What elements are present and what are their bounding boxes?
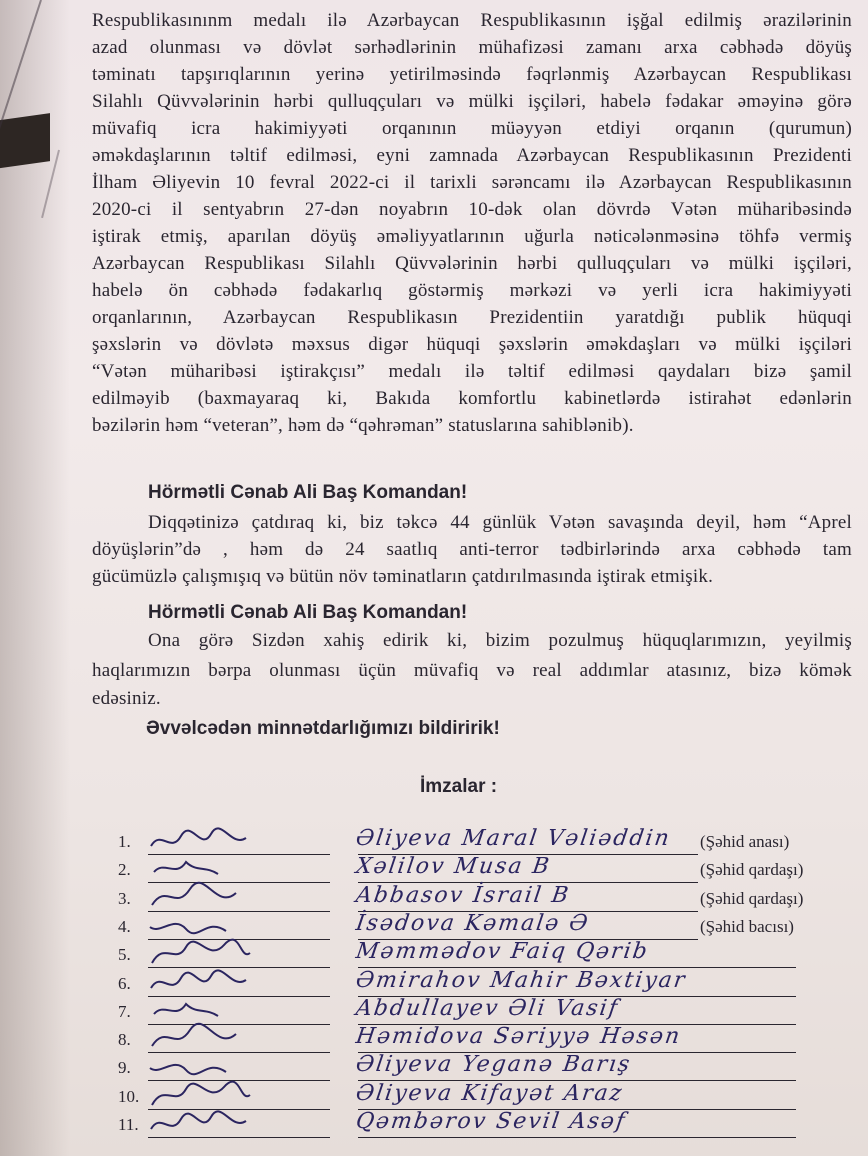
text-line: gücümüzlə çalışmışıq və bütün növ təminatların çatdırılmasında iştirak etmişik. [92, 566, 714, 587]
text-line: Diqqətinizə çatdıraq ki, biz təkcə 44 günlük Vətən savaşında deyil, həm “Aprel [148, 512, 852, 533]
handwritten-name: Qəmbərov Sevil Asəf [354, 1109, 628, 1134]
signature-number: 6. [118, 973, 131, 993]
name-underline [358, 1137, 796, 1138]
text-line: İlham Əliyevin 10 fevral 2022-ci il tarixli sərəncamı ilə Azərbaycan Respublikasının [92, 172, 852, 193]
handwritten-name: Abdullayev Əli Vasif [354, 995, 621, 1021]
text-line: 2020-ci il sentyabrın 27-dən noyabrın 10-dək olan dövrdə Vətən müharibəsində [92, 199, 852, 220]
signature-number: 11. [118, 1115, 139, 1134]
handwritten-name: Məmmədov Faiq Qərib [354, 939, 651, 965]
handwritten-name: İsədova Kəmalə Ə [354, 910, 592, 936]
handwritten-name: Əliyeva Maral Vəliəddin [354, 826, 673, 851]
signer-relation: (Şəhid qardaşı) [700, 888, 804, 908]
signature-number: 9. [118, 1058, 131, 1078]
page-shadow [0, 0, 70, 1156]
text-line: habelə ön cəbhədə fədakarlıq göstərmiş mərkəzi və yerli icra hakimiyyəti [92, 280, 852, 301]
handwritten-name: Əliyeva Yeganə Barış [354, 1052, 633, 1078]
signature-number: 1. [118, 832, 131, 851]
handwritten-name: Xəlilov Musa B [354, 854, 553, 880]
signature-number: 2. [118, 860, 131, 880]
text-line: təminatı tapşırıqlarının yerinə yetirilməsində fəqrlənmiş Azərbaycan Respublikası [92, 64, 852, 85]
text-line: Azərbaycan Respublikası Silahlı Qüvvələrinin hərbi qulluqçuları və mülki işçiləri, [92, 253, 852, 274]
handwritten-name: Əliyeva Kifayət Araz [354, 1080, 625, 1106]
signature-number: 5. [118, 945, 131, 965]
text-line: edilməyib (baxmayaraq ki, Bakıda komfortlu kabinetlərdə istirahət edənlərin [92, 388, 852, 409]
signature-number: 4. [118, 916, 131, 936]
signature-scribble [146, 1107, 256, 1141]
signatures-heading: İmzalar : [420, 776, 498, 797]
thanks-line: Əvvəlcədən minnətdarlığımızı bildiririk! [146, 718, 500, 739]
text-line: azad olunması və dövlət sərhədlərinin mühafizəsi zamanı arxa cəbhədə döyüş [92, 37, 852, 58]
signature-number: 10. [118, 1086, 140, 1106]
text-line: döyüşlərin”də , həm də 24 saatlıq anti-terror tədbirlərində arxa cəbhədə tam [92, 539, 852, 560]
text-line: edəsiniz. [92, 688, 161, 709]
signer-relation: (Şəhid qardaşı) [700, 860, 804, 880]
text-line: Silahlı Qüvvələrinin hərbi qulluqçuları və mülki işçiləri, habelə fədakar əməyinə görə [92, 91, 852, 112]
text-line: müvafiq icra hakimiyyəti orqanının müəyyən etdiyi orqanın (qurumun) [92, 118, 852, 139]
text-line: orqanlarının, Azərbaycan Respublikasın Prezidentiin yaratdığı publik hüquqi [92, 307, 852, 328]
text-line: əməkdaşlarının təltif edilməsi, eyni zamnada Azərbaycan Respublikasının Prezidenti [92, 145, 852, 166]
signature-number: 7. [118, 1001, 131, 1021]
signer-relation: (Şəhid bacısı) [700, 916, 794, 936]
text-line: iştirak etmiş, aparılan döyüş əməliyyatlarının uğurla nəticələnməsinə töhfə vermiş [92, 226, 852, 247]
handwritten-name: Abbasov İsrail B [354, 882, 572, 908]
text-line: şəxslərin və dövlətə məxsus digər hüquqi şəxslərin əməkdaşları və mülki işçiləri [92, 334, 852, 355]
text-line: Ona görə Sizdən xahiş edirik ki, bizim pozulmuş hüquqlarımızın, yeyilmiş [148, 630, 852, 651]
salutation: Hörmətli Cənab Ali Baş Komandan! [148, 482, 468, 503]
text-line: bəzilərin həm “veteran”, həm də “qəhrəman” statuslarına sahiblənib). [92, 415, 634, 436]
text-line: Respublikasınınm medalı ilə Azərbaycan Respublikasının işğal edilmiş ərazilərinin [92, 10, 852, 31]
signature-number: 3. [118, 888, 131, 908]
handwritten-name: Əmirahov Mahir Bəxtiyar [354, 967, 689, 993]
text-line: “Vətən müharibəsi iştirakçısı” medalı ilə təltif edilməsi qaydaları bizə şamil [92, 361, 852, 382]
salutation-2: Hörmətli Cənab Ali Baş Komandan! [148, 602, 468, 623]
signature-row [118, 1109, 858, 1141]
text-line: haqlarımızın bərpa olunması üçün müvafiq və real addımlar atasınız, bizə kömək [92, 660, 852, 681]
signature-number: 8. [118, 1030, 131, 1050]
handwritten-name: Həmidova Səriyyə Həsən [354, 1024, 683, 1050]
signer-relation: (Şəhid anası) [700, 832, 790, 851]
